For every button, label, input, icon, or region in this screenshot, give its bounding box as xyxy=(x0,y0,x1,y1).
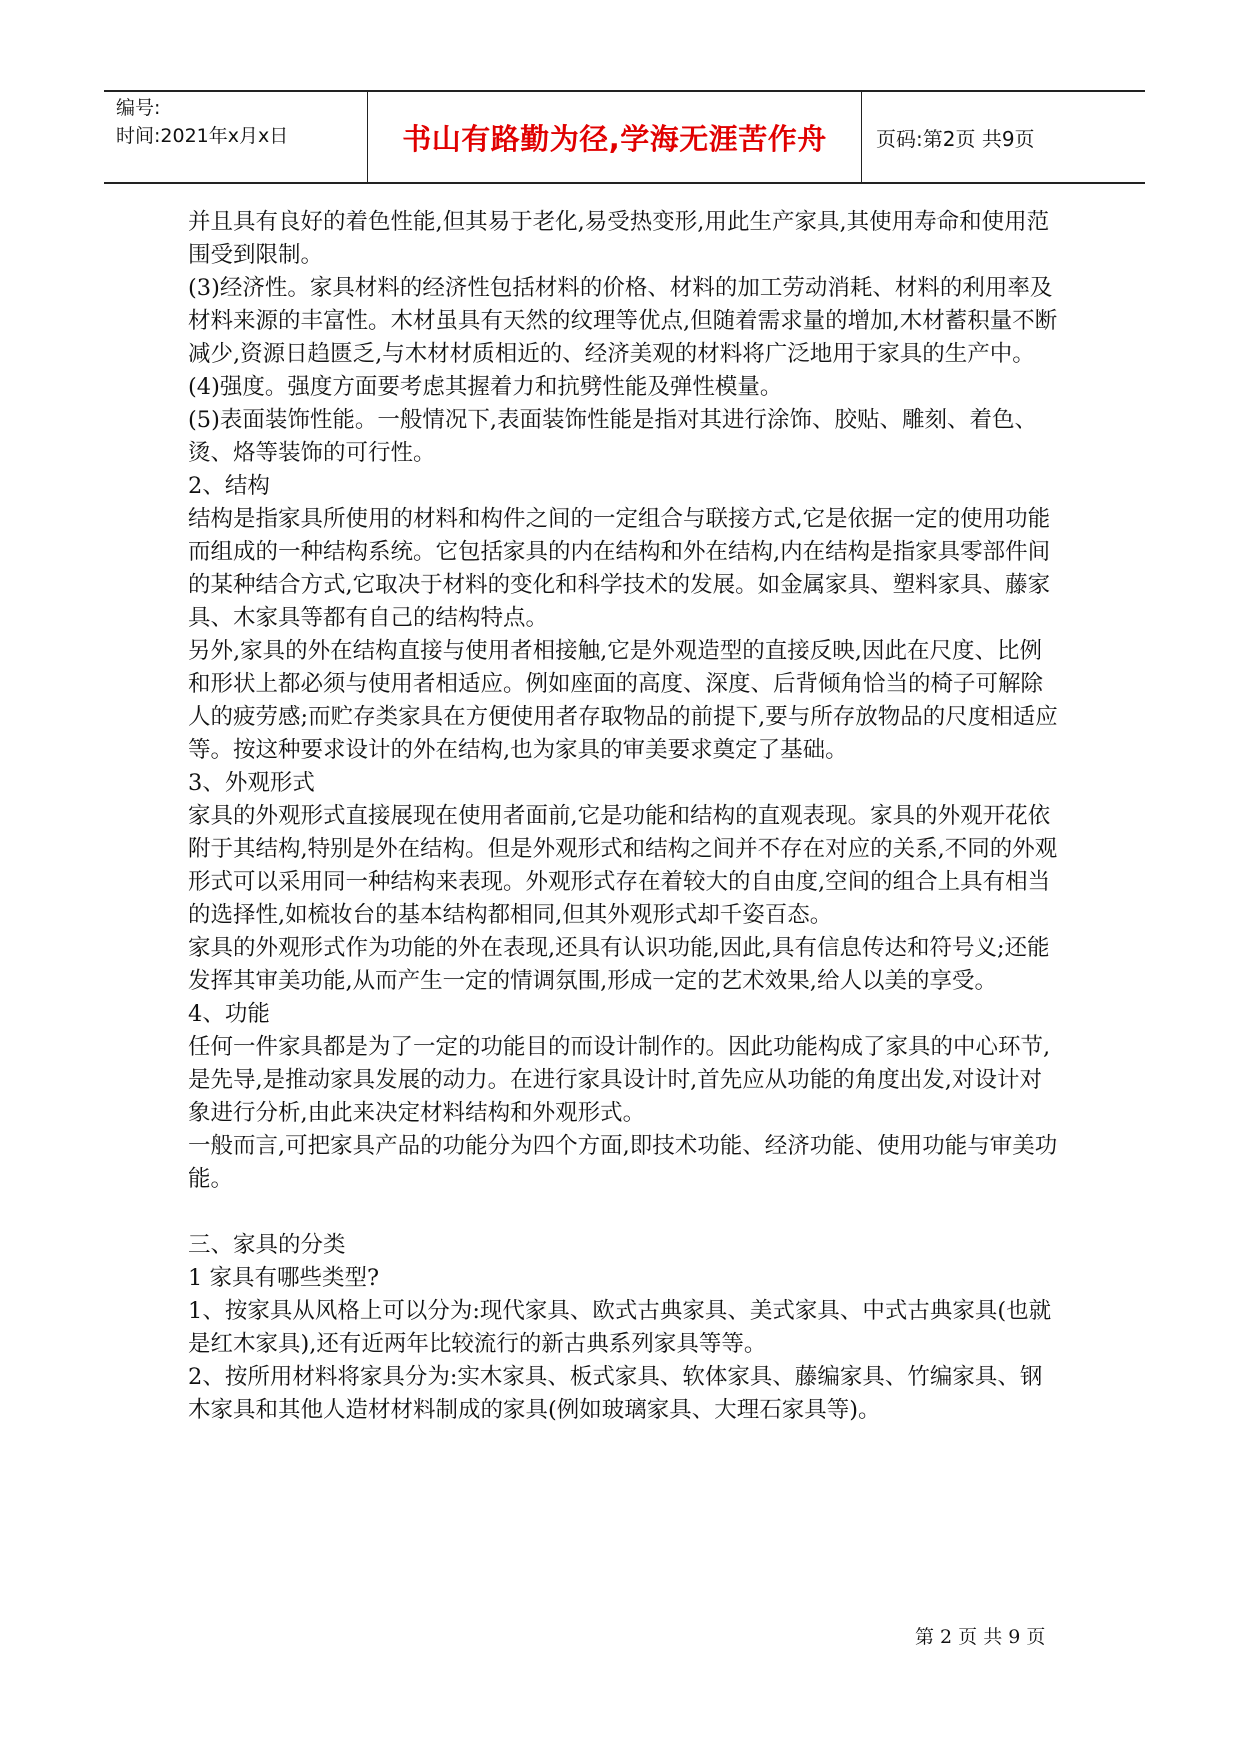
paragraph: 结构是指家具所使用的材料和构件之间的一定组合与联接方式,它是依据一定的使用功能而组成的一种结构系统。它包括家具的内在结构和外在结构,内在结构是指家具零部件间的某种结合方式,它取决于材料的变化和科学技术的发展。如金属家具、塑料家具、藤家具、木家具等都有自己的结构特点。 xyxy=(188,506,1051,631)
section-heading: 4、功能 xyxy=(188,1001,270,1027)
paragraph: 另外,家具的外在结构直接与使用者相接触,它是外观造型的直接反映,因此在尺度、比例和形状上都必须与使用者相适应。例如座面的高度、深度、后背倾角恰当的椅子可解除人的疲劳感;而贮存类家具在方便使用者存取物品的前提下,要与所存放物品的尺度相适应等。按这种要求设计的外在结构,也为家具的审美要求奠定了基础。 xyxy=(188,638,1058,763)
chapter-heading: 三、家具的分类 xyxy=(188,1232,346,1258)
paragraph: 2、按所用材料将家具分为:实木家具、板式家具、软体家具、藤编家具、竹编家具、钢木家具和其他人造材材料制成的家具(例如玻璃家具、大理石家具等)。 xyxy=(188,1364,1043,1423)
header-page-number: 页码:第2页 共9页 xyxy=(876,126,1035,151)
paragraph: (4)强度。强度方面要考虑其握着力和抗劈性能及弹性模量。 xyxy=(188,374,783,400)
document-body xyxy=(188,206,1058,1427)
paragraph: 一般而言,可把家具产品的功能分为四个方面,即技术功能、经济功能、使用功能与审美功能。 xyxy=(188,1133,1058,1192)
section-heading: 2、结构 xyxy=(188,473,270,499)
section-heading: 3、外观形式 xyxy=(188,770,315,796)
paragraph: (3)经济性。家具材料的经济性包括材料的价格、材料的加工劳动消耗、材料的利用率及材料来源的丰富性。木材虽具有天然的纹理等优点,但随着需求量的增加,木材蓄积量不断减少,资源日趋匮乏,与木材材质相近的、经济美观的材料将广泛地用于家具的生产中。 xyxy=(188,275,1058,367)
page-header xyxy=(104,90,1145,184)
header-motto: 书山有路勤为径,学海无涯苦作舟 xyxy=(368,92,862,182)
paragraph: (5)表面装饰性能。一般情况下,表面装饰性能是指对其进行涂饰、胶贴、雕刻、着色、烫、烙等装饰的可行性。 xyxy=(188,407,1038,466)
header-meta xyxy=(104,92,368,182)
paragraph: 家具的外观形式作为功能的外在表现,还具有认识功能,因此,具有信息传达和符号义;还能发挥其审美功能,从而产生一定的情调氛围,形成一定的艺术效果,给人以美的享受。 xyxy=(188,935,1050,994)
paragraph: 并且具有良好的着色性能,但其易于老化,易受热变形,用此生产家具,其使用寿命和使用范围受到限制。 xyxy=(188,209,1050,268)
page-footer: 第 2 页 共 9 页 xyxy=(915,1626,1046,1648)
question-heading: 1 家具有哪些类型? xyxy=(188,1265,380,1291)
paragraph: 家具的外观形式直接展现在使用者面前,它是功能和结构的直观表现。家具的外观开花依附于其结构,特别是外在结构。但是外观形式和结构之间并不存在对应的关系,不同的外观形式可以采用同一种结构来表现。外观形式存在着较大的自由度,空间的组合上具有相当的选择性,如梳妆台的基本结构都相同,但其外观形式却千姿百态。 xyxy=(188,803,1058,928)
blank-line xyxy=(188,1196,1058,1229)
document-number-label: 编号: xyxy=(116,97,161,119)
document-time-label: 时间:2021年x月x日 xyxy=(116,125,289,147)
paragraph: 任何一件家具都是为了一定的功能目的而设计制作的。因此功能构成了家具的中心环节,是先导,是推动家具发展的动力。在进行家具设计时,首先应从功能的角度出发,对设计对象进行分析,由此来决定材料结构和外观形式。 xyxy=(188,1034,1051,1126)
paragraph: 1、按家具从风格上可以分为:现代家具、欧式古典家具、美式家具、中式古典家具(也就是红木家具),还有近两年比较流行的新古典系列家具等等。 xyxy=(188,1298,1052,1357)
